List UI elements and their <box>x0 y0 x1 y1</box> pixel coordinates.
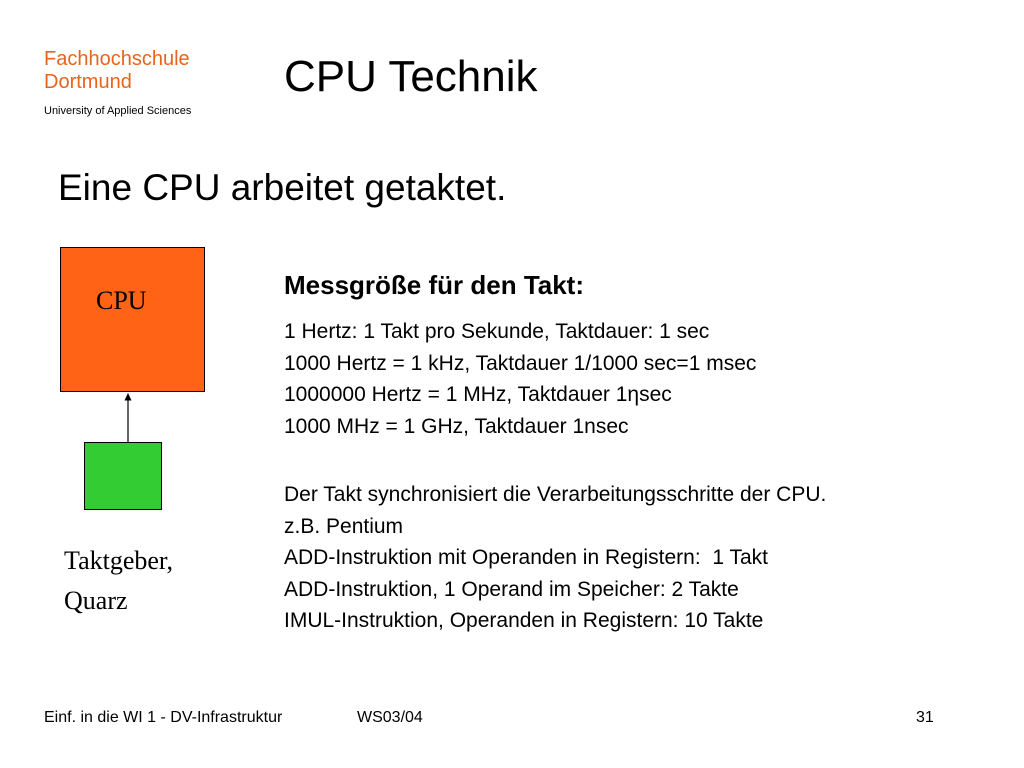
logo-subtitle: University of Applied Sciences <box>44 105 192 117</box>
footer-semester: WS03/04 <box>357 709 423 726</box>
frequency-line: 1000 MHz = 1 GHz, Taktdauer 1nsec <box>284 414 629 438</box>
logo-text-line2: Dortmund <box>44 71 132 93</box>
slide-title: CPU Technik <box>284 52 538 101</box>
instruction-line: IMUL-Instruktion, Operanden in Registern: 10 Takte <box>284 609 764 632</box>
instruction-list <box>284 479 826 637</box>
clock-generator-block <box>84 442 162 510</box>
frequency-line: 1000 Hertz = 1 kHz, Taktdauer 1/1000 sec=1 msec <box>284 351 757 375</box>
clock-arrow <box>118 390 138 446</box>
logo-text-line1: Fachhochschule <box>44 48 190 70</box>
instruction-line: z.B. Pentium <box>284 514 404 538</box>
cpu-block <box>60 247 205 392</box>
measure-title: Messgröße für den Takt: <box>284 270 585 300</box>
frequency-line: 1 Hertz: 1 Takt pro Sekunde, Taktdauer: 1 sec <box>284 320 710 343</box>
clock-label-line2: Quarz <box>64 586 128 615</box>
frequency-list <box>284 316 756 442</box>
page-number: 31 <box>916 709 934 726</box>
slide-heading: Eine CPU arbeitet getaktet. <box>58 167 507 208</box>
frequency-line: 1000000 Hertz = 1 MHz, Taktdauer 1ηsec <box>284 383 672 406</box>
cpu-label: CPU <box>96 286 147 315</box>
clock-label-line1: Taktgeber, <box>64 546 174 575</box>
instruction-line: Der Takt synchronisiert die Verarbeitungsschritte der CPU. <box>284 483 827 506</box>
footer-course: Einf. in die WI 1 - DV-Infrastruktur <box>44 709 283 726</box>
instruction-line: ADD-Instruktion mit Operanden in Registern: 1 Takt <box>284 546 768 569</box>
arrow-head <box>125 393 132 401</box>
instruction-line: ADD-Instruktion, 1 Operand im Speicher: 2 Takte <box>284 577 739 601</box>
